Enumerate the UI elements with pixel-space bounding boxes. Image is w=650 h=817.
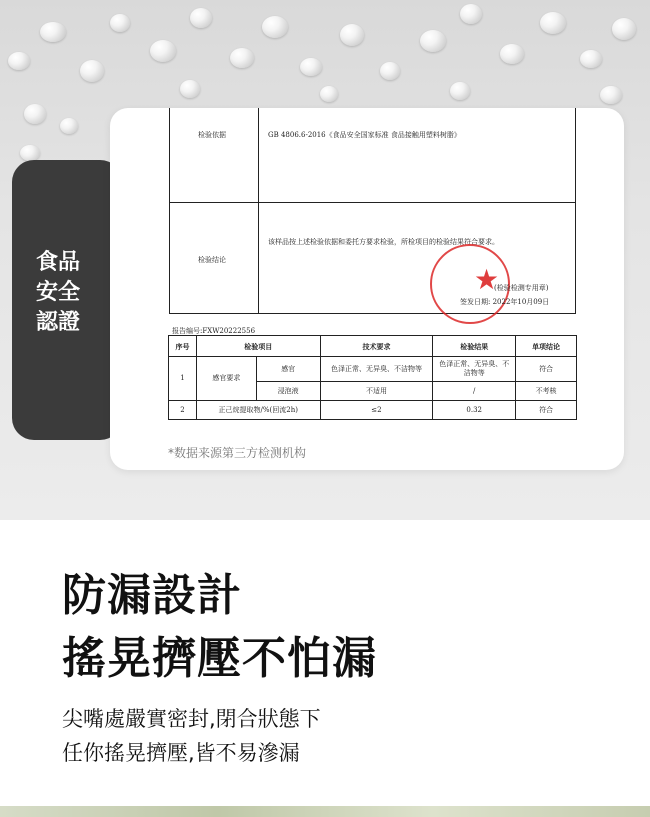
pellet-decor [500,44,524,64]
table-row [169,357,577,382]
table-divider [258,108,259,313]
header-cell: 检验结果 [433,336,516,357]
table-cell: 符合 [516,401,577,420]
side-tab-label [36,248,96,338]
table-cell: 浸泡液 [256,382,320,401]
pellet-decor [80,60,104,82]
pellet-decor [300,58,322,76]
headline-line-1: 防漏設計 [62,570,242,621]
pellet-decor [580,50,602,68]
pellet-decor [340,24,364,46]
stamp-caption: (检验检测专用章) [494,284,549,292]
pellet-decor [40,22,66,42]
pellet-decor [150,40,176,62]
issue-date: 签发日期: 2022年10月09日 [460,298,550,306]
header-cell: 序号 [169,336,197,357]
pellet-decor [190,8,212,28]
header-cell: 技术要求 [320,336,433,357]
pellet-decor [24,104,46,124]
table-cell: 感官 [256,357,320,382]
pellet-decor [612,18,636,40]
pellet-decor [450,82,470,100]
data-source-note: *数据来源第三方检测机构 [168,446,307,460]
pellet-decor [380,62,400,80]
table-cell: 2 [169,401,197,420]
table-row [169,401,577,420]
pellet-decor [540,12,566,34]
pellet-decor [420,30,446,52]
conclusion-label: 检验结论 [198,256,226,264]
table-cell: 0.32 [433,401,516,420]
bottom-image-strip [0,806,650,817]
table-divider [170,202,575,203]
pellet-decor [262,16,288,38]
table-cell: 感官要求 [196,357,256,401]
conclusion-value: 该样品按上述检验依据和委托方要求检验，所检项目的检验结果符合要求。 [268,238,499,246]
body-line-1: 尖嘴處嚴實密封,閉合狀態下 [62,707,321,731]
pellet-decor [600,86,622,104]
results-table [168,335,577,420]
table-cell: ≤2 [320,401,433,420]
pellet-decor [8,52,30,70]
pellet-decor [460,4,482,24]
pellet-decor [230,48,254,68]
headline-line-2: 搖晃擠壓不怕漏 [62,633,377,684]
side-tab-line: 食品 [36,250,81,275]
table-cell: 色泽正常、无异臭、不洁物等 [320,357,433,382]
table-cell: 正己烷提取物/%(回流2h) [196,401,320,420]
table-cell: 符合 [516,357,577,382]
basis-label: 检验依据 [198,131,226,139]
side-tab-line: 安全 [36,280,81,305]
table-cell: / [433,382,516,401]
report-number: 报告编号:FXW20222556 [172,327,256,335]
table-cell: 1 [169,357,197,401]
table-cell: 不适用 [320,382,433,401]
pellet-decor [110,14,130,32]
header-cell: 单项结论 [516,336,577,357]
stamp-star-icon: ★ [474,263,500,296]
header-cell: 检验项目 [196,336,320,357]
basis-value: GB 4806.6-2016《食品安全国家标准 食品接触用塑料树脂》 [268,131,461,139]
pellet-decor [60,118,78,134]
pellet-decor [320,86,338,102]
table-cell: 色泽正常、无异臭、不洁物等 [433,357,516,382]
side-tab-line: 認證 [36,310,81,335]
pellet-decor [20,145,40,161]
body-line-2: 任你搖晃擠壓,皆不易滲漏 [62,741,300,765]
pellet-decor [180,80,200,98]
table-cell: 不考核 [516,382,577,401]
table-header-row [169,336,577,357]
